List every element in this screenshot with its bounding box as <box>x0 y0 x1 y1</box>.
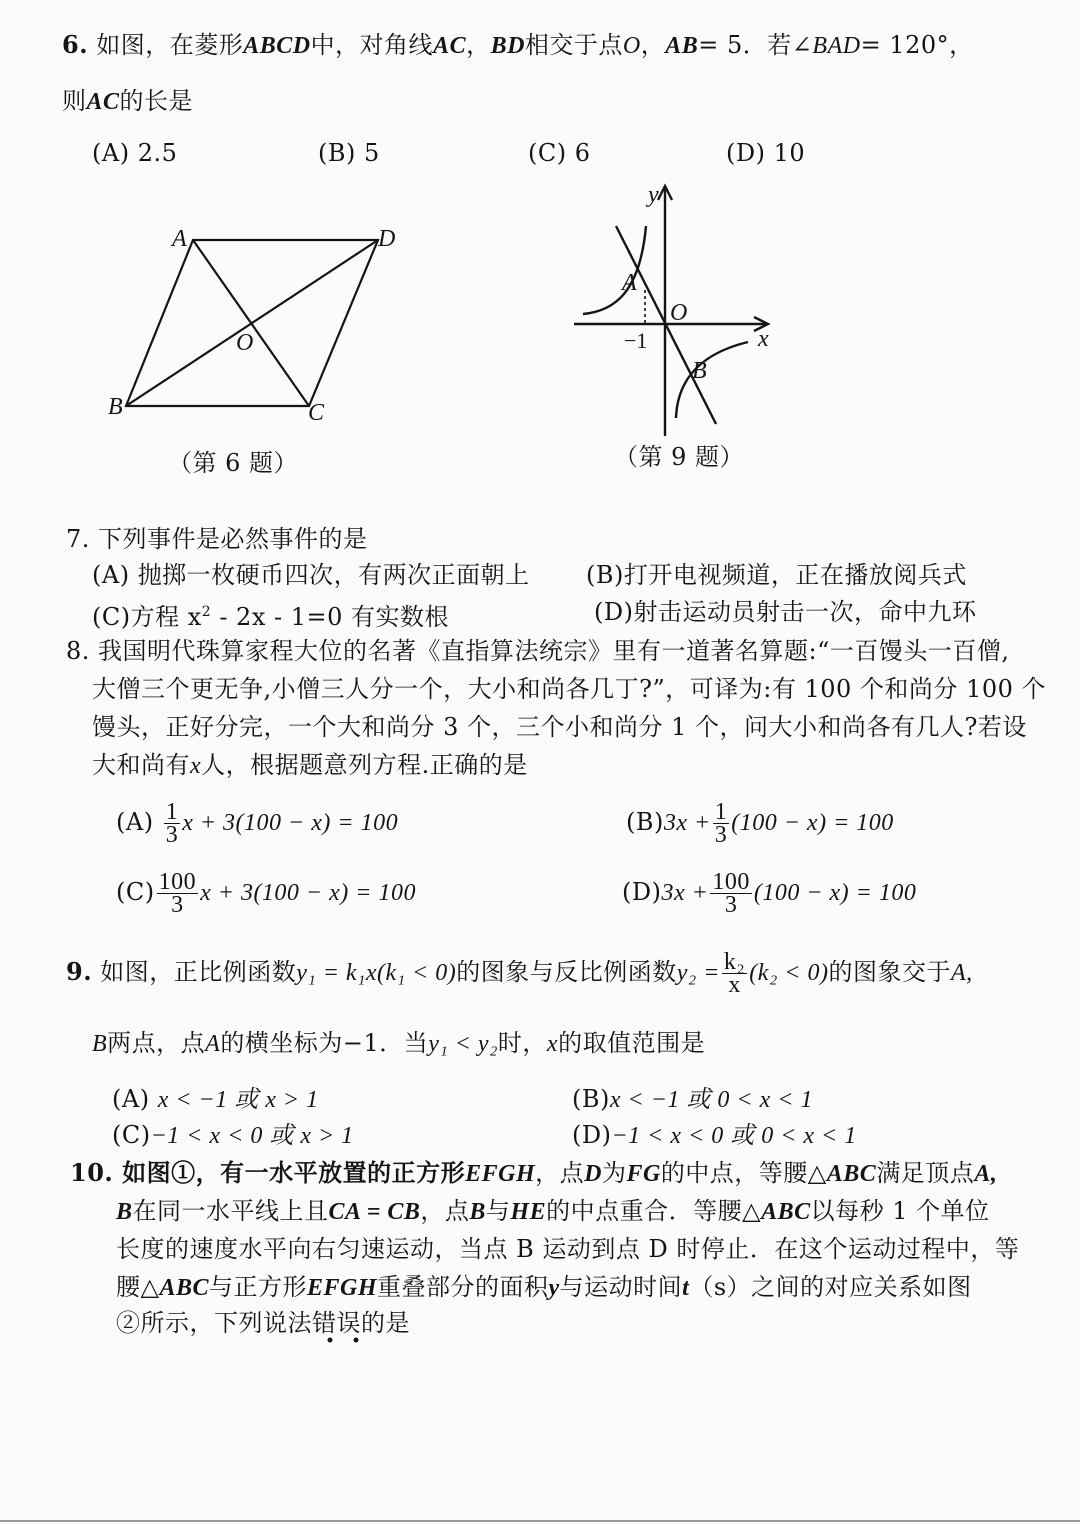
q10-line2-text: ，点 <box>420 1197 470 1225</box>
rhombus-label-o: O <box>236 330 254 356</box>
q6-stem-line2 <box>62 86 193 117</box>
q10-square: EFGH <box>465 1161 536 1187</box>
q10-point-a: A, <box>974 1161 998 1187</box>
q9-inverse-fraction <box>722 951 747 996</box>
q10-segment-fg: FG <box>626 1161 661 1187</box>
graph-label-x: x <box>758 326 769 352</box>
graph-label-o: O <box>670 300 688 326</box>
q6-angle: ∠BAD <box>791 33 861 59</box>
q10-line5: ②所示，下列说法错误的是 <box>116 1309 410 1337</box>
q10-point-d: D <box>584 1161 602 1187</box>
q9-option-c-expr: −1 < x < 0 或 x > 1 <box>150 1123 354 1149</box>
q9-option-c <box>112 1120 354 1151</box>
q9-var-x: x <box>546 1031 559 1057</box>
q10-triangle: ABC <box>159 1275 209 1301</box>
q9-stem-text: 的图象交于 <box>828 958 951 986</box>
q10-line2-text: 以每秒 1 个单位 <box>810 1197 990 1225</box>
q9-line2-text: 时， <box>497 1029 547 1057</box>
q10-triangle: ABC <box>761 1199 811 1225</box>
q10-line1-text: 10. 如图①，有一水平放置的正方形 <box>70 1158 466 1187</box>
fraction-denominator: x <box>728 972 741 998</box>
graph-label-y: y <box>648 182 659 208</box>
q10-equal-sides: CA = CB <box>328 1199 421 1225</box>
emphasis-dot <box>328 1338 333 1343</box>
q8-option-c-expr: x + 3(100 − x) = 100 <box>200 880 416 906</box>
q6-diag-ac: AC <box>433 33 467 59</box>
q10-line4-text: 腰△ <box>116 1273 160 1301</box>
q9-option-b-expr: x < −1 或 0 < x < 1 <box>609 1087 813 1113</box>
q6-line2-text: 的长是 <box>119 87 194 115</box>
q6-stem-text: = 5．若 <box>698 31 792 59</box>
q8-option-a <box>116 796 398 849</box>
q10-line4-text: 与运动时间 <box>559 1273 683 1301</box>
q6-option-d: (D) 10 <box>726 139 806 167</box>
graph-label-b: B <box>692 358 707 384</box>
q9-stem-text: 的图象与反比例函数 <box>456 958 677 986</box>
q6-diag-bd: BD <box>490 33 525 59</box>
q8-option-a-label: (A) <box>116 808 154 836</box>
q6-stem-text: 中，对角线 <box>310 31 434 59</box>
rhombus-label-d: D <box>378 226 396 252</box>
q6-rhombus-name: ABCD <box>243 33 311 59</box>
q8-option-d-expr: 3x + <box>661 880 709 906</box>
rhombus-outline <box>126 240 378 406</box>
q9-option-a-expr: x < −1 或 x > 1 <box>157 1087 319 1113</box>
fraction-numerator: 100 <box>158 869 197 895</box>
q6-stem-text: ， <box>466 31 491 59</box>
q10-line4 <box>116 1272 972 1303</box>
q10-triangle: ABC <box>826 1161 877 1187</box>
q9-point-a: A, <box>950 960 973 986</box>
q6-point-o: O <box>622 33 641 59</box>
q8-option-a-expr: x + 3(100 − x) = 100 <box>182 810 399 836</box>
page-bottom-edge <box>0 1520 1080 1522</box>
q8-option-a-fraction <box>164 801 181 846</box>
q7-stem: 7. 下列事件是必然事件的是 <box>66 525 368 553</box>
q10-line4-text: 重叠部分的面积 <box>377 1273 549 1301</box>
graph-label-a: A <box>622 270 637 296</box>
q10-line1 <box>70 1158 997 1189</box>
q6-stem-line1 <box>62 30 974 61</box>
q6-line2-ac: AC <box>86 89 120 115</box>
q8-option-c <box>116 866 416 919</box>
q6-stem-text: ， <box>640 31 666 59</box>
q7-option-c-text: (C)方程 x <box>92 603 202 631</box>
q9-point-b: B <box>92 1031 108 1057</box>
q9-inverse-fn: y₂ = <box>676 960 720 986</box>
q9-option-d-label: (D) <box>572 1121 612 1149</box>
q9-option-d-expr: −1 < x < 0 或 0 < x < 1 <box>611 1123 857 1149</box>
q8-option-d-label: (D) <box>622 878 662 906</box>
q10-line1-text: ，点 <box>535 1159 585 1187</box>
q8-line4-var: x <box>190 753 202 779</box>
q6-option-c: (C) 6 <box>528 139 591 167</box>
fraction-denominator: 3 <box>165 822 179 848</box>
q8-option-d-expr: (100 − x) = 100 <box>753 880 917 906</box>
q9-inverse-cond: (k₂ < 0) <box>749 960 829 986</box>
q10-line1-text: 满足顶点 <box>876 1159 975 1187</box>
q9-option-d <box>572 1120 857 1151</box>
proportional-line <box>616 226 716 424</box>
q10-line1-text: 的中点，等腰△ <box>660 1159 827 1187</box>
q8-option-b <box>626 796 894 849</box>
q9-option-a-label: (A) <box>112 1085 150 1113</box>
hyperbola-branch-right <box>676 342 748 418</box>
q8-option-c-label: (C) <box>116 878 155 906</box>
q8-option-d-fraction <box>710 871 752 916</box>
fraction-denominator: 3 <box>714 822 728 848</box>
fraction-numerator: k₂ <box>723 949 746 975</box>
q9-option-a <box>112 1084 319 1115</box>
q8-line2: 大僧三个更无争,小僧三人分一个，大小和尚各几丁?”，可译为:有 100 个和尚分 100 个 <box>92 675 1046 703</box>
q6-stem-text: = 120°， <box>860 31 974 59</box>
q9-line2-text: 两点，点 <box>107 1029 206 1057</box>
q6-option-a: (A) 2.5 <box>92 139 178 167</box>
q8-line1: 8. 我国明代珠算家程大位的名著《直指算法统宗》里有一道著名算题:“一百馒头一百僧, <box>66 637 1010 665</box>
q8-line3: 馒头，正好分完，一个大和尚分 3 个，三个小和尚分 1 个，问大小和尚各有几人?若设 <box>92 713 1027 741</box>
q8-option-b-fraction <box>713 801 730 846</box>
q9-stem-text: 如图，正比例函数 <box>100 958 297 986</box>
q10-line2-text: 的中点重合．等腰△ <box>546 1197 762 1225</box>
q6-option-b: (B) 5 <box>318 139 380 167</box>
q8-option-c-fraction <box>157 871 199 916</box>
x-axis-arrow <box>754 317 768 331</box>
y-axis-arrow <box>658 186 672 200</box>
q7-option-a: (A) 抛掷一枚硬币四次，有两次正面朝上 <box>92 561 530 589</box>
q6-stem-text: 如图，在菱形 <box>96 31 244 59</box>
q8-option-b-expr: (100 − x) = 100 <box>731 810 894 836</box>
diagonal-ac <box>193 240 309 406</box>
q10-square: EFGH <box>307 1275 378 1301</box>
q9-figure-caption: （第 9 题） <box>614 443 745 471</box>
q9-number: 9. <box>66 957 93 986</box>
q9-option-c-label: (C) <box>112 1121 151 1149</box>
fraction-denominator: 3 <box>171 892 184 918</box>
q6-number: 6. <box>62 30 89 59</box>
q8-option-b-expr: 3x + <box>663 810 711 836</box>
rhombus-label-b: B <box>108 394 123 420</box>
q9-linear-fn: y₁ = k₁x(k₁ < 0) <box>296 960 457 986</box>
q9-option-b-label: (B) <box>572 1085 610 1113</box>
q10-var-t: t <box>682 1275 690 1301</box>
q10-line4-text: （s）之间的对应关系如图 <box>689 1273 972 1301</box>
q10-line2-text: 与 <box>485 1197 511 1225</box>
q9-line2-text: 的取值范围是 <box>558 1029 706 1057</box>
graph-label-neg1: −1 <box>624 328 648 353</box>
q6-figure-caption: （第 6 题） <box>168 449 299 477</box>
q9-line2-text: 的横坐标为−1．当 <box>220 1029 429 1057</box>
q6-stem-text: 相交于点 <box>524 31 623 59</box>
q10-line2 <box>116 1196 990 1227</box>
q7-option-d: (D)射击运动员射击一次，命中九环 <box>594 598 977 626</box>
q8-line4-text: 人，根据题意列方程.正确的是 <box>201 751 528 779</box>
q7-option-c <box>92 597 449 632</box>
q8-line4 <box>92 750 528 781</box>
fraction-numerator: 100 <box>712 869 750 895</box>
fraction-numerator: 1 <box>165 799 179 825</box>
fraction-denominator: 3 <box>724 892 738 918</box>
q10-point-b: B <box>116 1199 133 1225</box>
hyperbola-branch-left <box>583 226 646 314</box>
q10-segment-he: HE <box>510 1199 547 1225</box>
q6-side-ab: AB <box>665 33 699 59</box>
q8-option-d <box>622 866 916 919</box>
rhombus-label-a: A <box>172 226 187 252</box>
q7-option-c-sup: 2 <box>201 604 212 620</box>
fraction-numerator: 1 <box>714 799 728 825</box>
q9-point-a: A <box>205 1031 221 1057</box>
q9-option-b <box>572 1084 813 1115</box>
emphasis-dot <box>354 1338 359 1343</box>
q10-point-b: B <box>469 1199 486 1225</box>
q9-stem-line1 <box>66 946 973 999</box>
q10-line4-text: 与正方形 <box>209 1273 307 1301</box>
q9-condition: y₁ < y₂ <box>428 1031 498 1057</box>
rhombus-label-c: C <box>308 400 325 426</box>
diagonal-bd <box>126 240 378 406</box>
q9-stem-line2 <box>92 1028 705 1059</box>
q7-option-b: (B)打开电视频道，正在播放阅兵式 <box>586 561 967 589</box>
q7-option-c-text: - 2x - 1=0 有实数根 <box>211 603 450 631</box>
q6-line2-text: 则 <box>62 87 87 115</box>
q8-option-b-label: (B) <box>626 808 664 836</box>
q10-line3: 长度的速度水平向右匀速运动，当点 B 运动到点 D 时停止．在这个运动过程中，等 <box>116 1235 1020 1263</box>
q8-line4-text: 大和尚有 <box>92 751 190 779</box>
q10-line2-text: 在同一水平线上且 <box>132 1197 329 1225</box>
q10-var-y: y <box>548 1275 560 1301</box>
q10-line1-text: 为 <box>601 1159 627 1187</box>
